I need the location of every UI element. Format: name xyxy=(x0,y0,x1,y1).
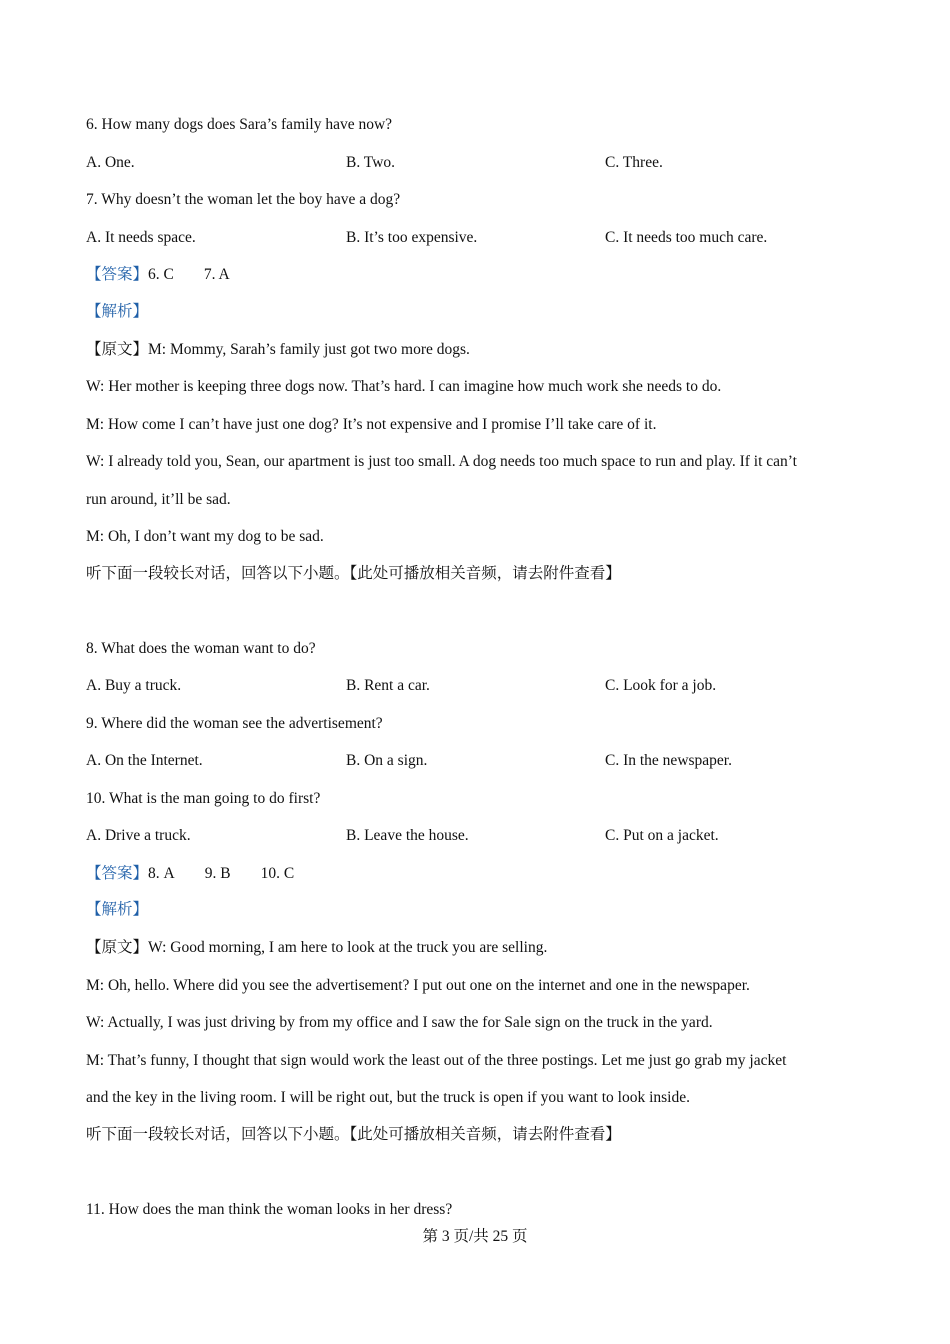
answer-tag: 【答案】 xyxy=(86,865,149,882)
analysis-tag: 【解析】 xyxy=(86,901,149,918)
transcript-1-line-2: M: How come I can’t have just one dog? It’s not expensive and I promise I’ll take care of it. xyxy=(86,416,657,433)
q6-option-b: B. Two. xyxy=(346,154,396,171)
q9-option-c: C. In the newspaper. xyxy=(605,752,732,769)
q10-option-a: A. Drive a truck. xyxy=(86,827,191,844)
transcript-2-line-0 xyxy=(86,938,547,958)
question-9: 9. Where did the woman see the advertisement? xyxy=(86,715,383,732)
transcript-2-line-3: M: That’s funny, I thought that sign would work the least out of the three postings. Let me just go grab my jacket xyxy=(86,1052,787,1069)
answer-line-2 xyxy=(86,864,294,884)
transcript-text: W: Good morning, I am here to look at the truck you are selling. xyxy=(148,939,548,956)
q7-option-a: A. It needs space. xyxy=(86,229,196,246)
q10-option-c: C. Put on a jacket. xyxy=(605,827,719,844)
page-footer: 第 3 页/共 25 页 xyxy=(422,1228,528,1245)
transcript-1-line-0 xyxy=(86,340,470,360)
q8-option-c: C. Look for a job. xyxy=(605,677,717,694)
answer-line-1 xyxy=(86,265,230,285)
question-7: 7. Why doesn’t the woman let the boy have a dog? xyxy=(86,191,401,208)
answer-item: 10. C xyxy=(260,865,295,882)
answer-item: 6. C xyxy=(148,266,174,283)
question-11: 11. How does the man think the woman looks in her dress? xyxy=(86,1201,453,1218)
analysis-tag: 【解析】 xyxy=(86,303,149,320)
analysis-line-1 xyxy=(86,302,148,322)
question-6: 6. How many dogs does Sara’s family have now? xyxy=(86,116,393,133)
listening-instruction-1: 听下面一段较长对话，回答以下小题。【此处可播放相关音频，请去附件查看】 xyxy=(86,565,621,582)
q7-option-b: B. It’s too expensive. xyxy=(346,229,478,246)
q6-option-a: A. One. xyxy=(86,154,135,171)
q7-option-c: C. It needs too much care. xyxy=(605,229,768,246)
listening-instruction-2: 听下面一段较长对话，回答以下小题。【此处可播放相关音频，请去附件查看】 xyxy=(86,1126,621,1143)
question-10: 10. What is the man going to do first? xyxy=(86,790,321,807)
q8-option-b: B. Rent a car. xyxy=(346,677,430,694)
transcript-2-line-4: and the key in the living room. I will be right out, but the truck is open if you want to look inside. xyxy=(86,1089,690,1106)
transcript-1-line-3: W: I already told you, Sean, our apartment is just too small. A dog needs too much space to run and play. If it can’t xyxy=(86,453,797,470)
q9-option-b: B. On a sign. xyxy=(346,752,428,769)
transcript-tag: 【原文】 xyxy=(86,939,149,956)
analysis-line-2 xyxy=(86,900,148,920)
transcript-tag: 【原文】 xyxy=(86,341,149,358)
transcript-1-line-5: M: Oh, I don’t want my dog to be sad. xyxy=(86,528,324,545)
question-8: 8. What does the woman want to do? xyxy=(86,640,316,657)
q10-option-b: B. Leave the house. xyxy=(346,827,469,844)
q9-option-a: A. On the Internet. xyxy=(86,752,203,769)
q8-option-a: A. Buy a truck. xyxy=(86,677,182,694)
transcript-2-line-1: M: Oh, hello. Where did you see the advertisement? I put out one on the internet and one in the newspaper. xyxy=(86,977,750,994)
answer-tag: 【答案】 xyxy=(86,266,149,283)
transcript-1-line-4: run around, it’ll be sad. xyxy=(86,491,231,508)
transcript-text: M: Mommy, Sarah’s family just got two more dogs. xyxy=(148,341,470,358)
answer-item: 8. A xyxy=(148,865,175,882)
transcript-2-line-2: W: Actually, I was just driving by from my office and I saw the for Sale sign on the truck in the yard. xyxy=(86,1014,713,1031)
answer-item: 9. B xyxy=(204,865,231,882)
transcript-1-line-1: W: Her mother is keeping three dogs now. That’s hard. I can imagine how much work she needs to do. xyxy=(86,378,722,395)
q6-option-c: C. Three. xyxy=(605,154,663,171)
answer-item: 7. A xyxy=(203,266,230,283)
